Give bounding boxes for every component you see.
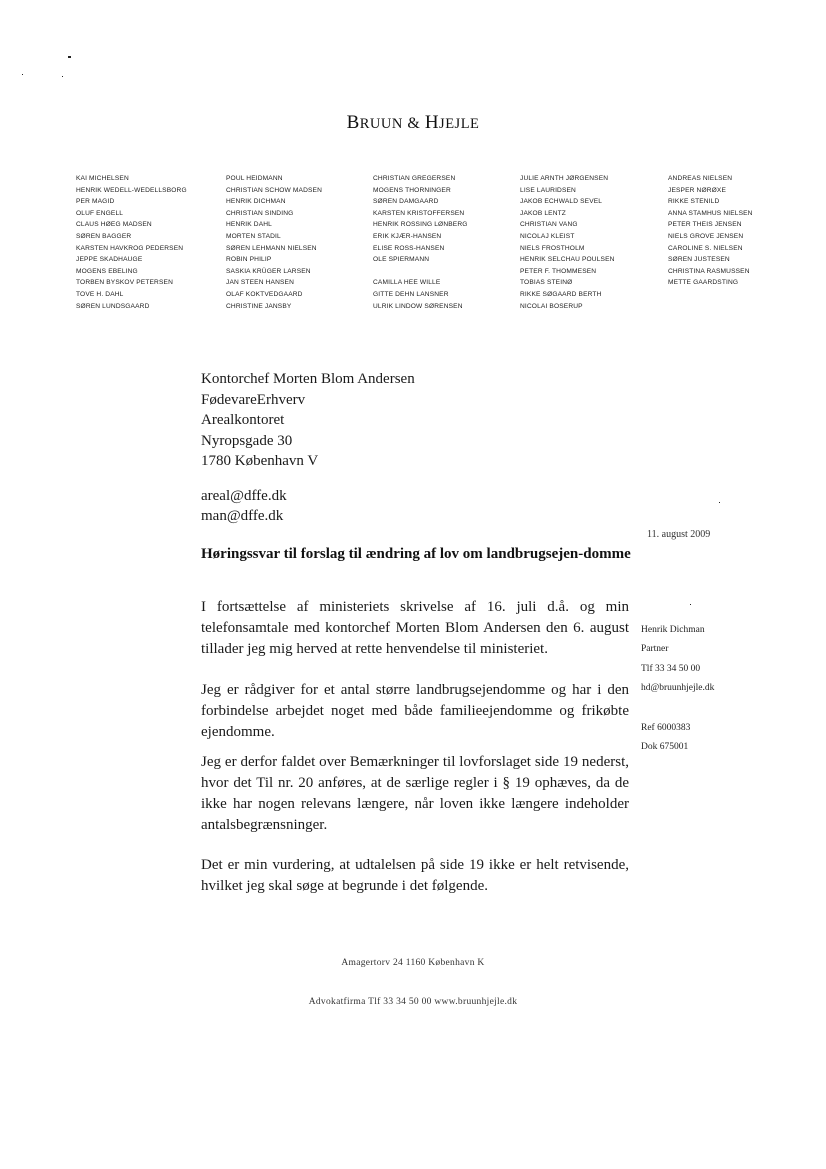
scan-speck bbox=[690, 604, 691, 605]
partner-column bbox=[668, 173, 753, 289]
partner-name: CHRISTIAN VANG bbox=[520, 221, 578, 229]
partner-name: POUL HEIDMANN bbox=[226, 175, 283, 182]
partner-name: CHRISTIAN SCHOW MADSEN bbox=[226, 186, 322, 194]
partner-name: HENRIK DAHL bbox=[226, 221, 272, 229]
partner-name: JEPPE SKADHAUGE bbox=[76, 256, 143, 264]
body-paragraph: Jeg er derfor faldet over Bemærkninger til lovforslaget side 19 nederst, hvor det Til nr. 20 anføres, at de særlige regler i § 19 ophæves, da de ikke har nogen relevans længere, når loven ikke længere indeholder antalsbegrænsninger. bbox=[201, 754, 629, 833]
footer-address: Amagertorv 24 1160 København K bbox=[341, 958, 485, 968]
recipient-address bbox=[201, 369, 415, 472]
partner-name: SØREN BAGGER bbox=[76, 232, 132, 240]
partner-name: CHRISTIAN SINDING bbox=[226, 209, 294, 217]
recipient-line: Arealkontoret bbox=[201, 412, 285, 428]
partner-name: CHRISTIAN GREGERSEN bbox=[373, 175, 456, 182]
partner-name: MORTEN STADIL bbox=[226, 232, 281, 240]
recipient-line: Nyropsgade 30 bbox=[201, 432, 293, 449]
recipient-emails bbox=[201, 486, 287, 526]
sender-title: Partner bbox=[641, 644, 669, 654]
partner-name: KAI MICHELSEN bbox=[76, 175, 129, 182]
column-gap bbox=[373, 266, 468, 278]
partner-name: METTE GAARDSTING bbox=[668, 279, 739, 287]
body-paragraph: I fortsættelse af ministeriets skrivelse af 16. juli d.å. og min telefonsamtale med kontorchef Morten Blom Andersen den 6. august tillader jeg mig herved at rette henvendelse til ministeriet. bbox=[201, 599, 629, 657]
email-address: areal@dffe.dk bbox=[201, 488, 287, 504]
partner-name: CAROLINE S. NIELSEN bbox=[668, 244, 743, 252]
partner-name: ULRIK LINDOW SØRENSEN bbox=[373, 302, 463, 310]
partner-name: HENRIK WEDELL-WEDELLSBORG bbox=[76, 186, 187, 194]
partner-name: MOGENS THORNINGER bbox=[373, 186, 451, 194]
partner-list bbox=[0, 173, 826, 323]
partner-name: SØREN LUNDSGAARD bbox=[76, 302, 150, 310]
reference-number: Ref 6000383 bbox=[641, 723, 691, 733]
partner-name: SØREN JUSTESEN bbox=[668, 256, 730, 264]
partner-name: NICOLAJ KLEIST bbox=[520, 232, 575, 240]
partner-name: JESPER NØRØXE bbox=[668, 186, 727, 194]
partner-name: TOVE H. DAHL bbox=[76, 290, 124, 298]
partner-name: SØREN DAMGAARD bbox=[373, 198, 439, 206]
firm-name-logo: BRUUN & HJEJLE bbox=[346, 112, 480, 133]
partner-name: PETER THEIS JENSEN bbox=[668, 221, 742, 229]
partner-name: SASKIA KRÜGER LARSEN bbox=[226, 267, 311, 275]
subject-heading bbox=[201, 544, 633, 564]
partner-name: TORBEN BYSKOV PETERSEN bbox=[76, 279, 173, 287]
recipient-line: 1780 København V bbox=[201, 453, 319, 469]
partner-name: CHRISTINA RASMUSSEN bbox=[668, 267, 750, 275]
body-paragraph: Det er min vurdering, at udtalelsen på side 19 ikke er helt retvisende, hvilket jeg skal søge at begrunde i det følgende. bbox=[201, 857, 629, 894]
partner-column bbox=[373, 173, 468, 312]
partner-name: KARSTEN KRISTOFFERSEN bbox=[373, 209, 465, 217]
letter-date: 11. august 2009 bbox=[647, 529, 711, 540]
footer-info: Advokatfirma Tlf 33 34 50 00 www.bruunhjejle.dk bbox=[308, 997, 518, 1007]
email-address: man@dffe.dk bbox=[201, 508, 284, 524]
scan-speck bbox=[68, 56, 71, 58]
partner-name: ELISE ROSS-HANSEN bbox=[373, 244, 445, 252]
partner-name: CHRISTINE JANSBY bbox=[226, 302, 292, 310]
scan-speck bbox=[62, 76, 63, 77]
scan-speck bbox=[22, 74, 23, 75]
partner-name: CAMILLA HEE WILLE bbox=[373, 279, 441, 287]
sender-name: Henrik Dichman bbox=[641, 625, 705, 635]
partner-name: NIELS GROVE JENSEN bbox=[668, 232, 744, 240]
partner-name: JAN STEEN HANSEN bbox=[226, 279, 294, 287]
partner-name: LISE LAURIDSEN bbox=[520, 186, 576, 194]
recipient-line: FødevareErhverv bbox=[201, 391, 306, 408]
partner-name: GITTE DEHN LANSNER bbox=[373, 290, 449, 298]
body-paragraph: Jeg er rådgiver for et antal større landbrugsejendomme og har i den forbindelse arbejdet noget med både familieejendomme og frikøbte ejendomme. bbox=[201, 682, 629, 740]
partner-name: NIELS FROSTHOLM bbox=[520, 244, 585, 252]
partner-name: RIKKE SØGAARD BERTH bbox=[520, 290, 602, 298]
partner-name: OLAF KOKTVEDGAARD bbox=[226, 290, 303, 298]
partner-name: OLE SPIERMANN bbox=[373, 256, 430, 264]
partner-name: TOBIAS STEINØ bbox=[520, 279, 573, 287]
partner-name: KARSTEN HAVKROG PEDERSEN bbox=[76, 244, 184, 252]
document-number: Dok 675001 bbox=[641, 742, 689, 752]
partner-name: PER MAGID bbox=[76, 198, 115, 206]
sender-email: hd@bruunhjejle.dk bbox=[641, 683, 715, 693]
partner-name: ANDREAS NIELSEN bbox=[668, 175, 733, 182]
scan-speck bbox=[719, 502, 720, 503]
partner-column bbox=[76, 173, 187, 312]
partner-name: HENRIK SELCHAU POULSEN bbox=[520, 256, 615, 264]
partner-name: JULIE ARNTH JØRGENSEN bbox=[520, 175, 609, 182]
partner-name: ANNA STAMHUS NIELSEN bbox=[668, 209, 753, 217]
partner-name: OLUF ENGELL bbox=[76, 209, 124, 217]
partner-name: JAKOB LENTZ bbox=[520, 209, 566, 217]
partner-name: MOGENS EBELING bbox=[76, 267, 138, 275]
partner-name: HENRIK DICHMAN bbox=[226, 198, 286, 206]
partner-column bbox=[226, 173, 322, 312]
partner-name: NICOLAI BOSERUP bbox=[520, 302, 583, 310]
partner-name: ROBIN PHILIP bbox=[226, 256, 272, 264]
partner-name: SØREN LEHMANN NIELSEN bbox=[226, 244, 317, 252]
subject-text: Høringssvar til forslag til ændring af lov om landbrugsejen-domme bbox=[201, 546, 631, 562]
partner-name: CLAUS HØEG MADSEN bbox=[76, 221, 152, 229]
partner-name: JAKOB ECHWALD SEVEL bbox=[520, 198, 603, 206]
partner-column bbox=[520, 173, 615, 312]
partner-name: RIKKE STENILD bbox=[668, 198, 720, 206]
partner-name: ERIK KJÆR-HANSEN bbox=[373, 232, 442, 240]
sender-phone: Tlf 33 34 50 00 bbox=[641, 664, 701, 674]
partner-name: PETER F. THOMMESEN bbox=[520, 267, 597, 275]
partner-name: HENRIK ROSSING LØNBERG bbox=[373, 221, 468, 229]
recipient-line: Kontorchef Morten Blom Andersen bbox=[201, 371, 415, 387]
